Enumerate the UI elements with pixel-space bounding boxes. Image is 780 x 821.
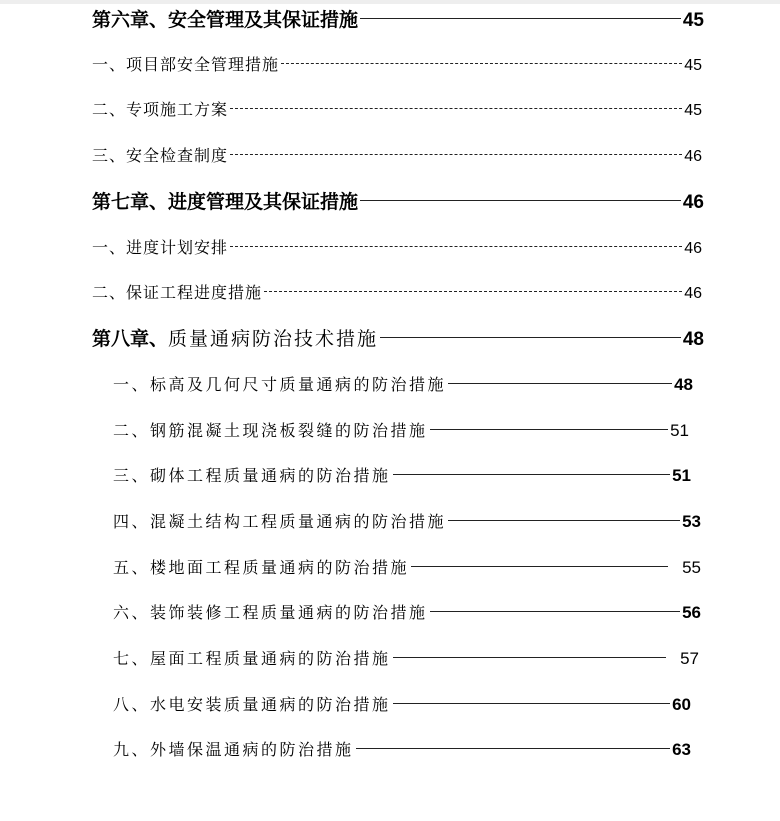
toc-entry-title: 五、楼地面工程质量通病的防治措施 (113, 558, 410, 577)
toc-section-8-8[interactable] (113, 692, 691, 715)
toc-section-8-1[interactable] (113, 372, 693, 395)
toc-entry-title: 三、砌体工程质量通病的防治措施 (113, 466, 391, 485)
toc-leader (264, 291, 682, 293)
toc-leader (281, 63, 682, 65)
toc-page-number: 51 (670, 421, 689, 440)
toc-page-number: 60 (672, 695, 691, 714)
toc-entry-title: 第七章、进度管理及其保证措施 (92, 191, 359, 213)
toc-entry-title: 九、外墙保温通病的防治措施 (113, 740, 354, 759)
toc-chapter-7[interactable] (92, 187, 704, 214)
toc-page-number: 46 (684, 285, 702, 302)
toc-page-number: 46 (682, 192, 704, 213)
toc-entry-title: 四、混凝土结构工程质量通病的防治措施 (113, 512, 447, 531)
toc-page-number: 55 (682, 558, 701, 577)
toc-leader (393, 474, 671, 476)
toc-section-8-3[interactable] (113, 463, 691, 486)
toc-leader (411, 566, 668, 568)
toc-leader (360, 18, 681, 20)
toc-leader (393, 657, 667, 659)
toc-chapter-6[interactable] (92, 5, 704, 32)
toc-section-8-7[interactable] (113, 646, 699, 669)
toc-section-6-1[interactable] (92, 52, 702, 75)
toc-page-number: 51 (672, 466, 691, 485)
toc-entry-title: 二、专项施工方案 (92, 100, 229, 119)
toc-section-7-1[interactable] (92, 235, 702, 258)
toc-section-8-5[interactable] (113, 555, 701, 578)
toc-page-number: 48 (682, 329, 704, 350)
toc-leader (230, 246, 682, 248)
toc-entry-title: 二、钢筋混凝土现浇板裂缝的防治措施 (113, 421, 428, 440)
toc-chapter-name: 质量通病防治技术措施 (168, 328, 379, 350)
toc-leader (356, 748, 671, 750)
toc-leader (448, 520, 680, 522)
toc-section-8-2[interactable] (113, 418, 689, 441)
toc-leader (380, 337, 681, 339)
toc-page-number: 63 (672, 740, 691, 759)
toc-section-7-2[interactable] (92, 280, 702, 303)
toc-entry-title: 七、屋面工程质量通病的防治措施 (113, 649, 391, 668)
toc-page-number: 53 (682, 512, 701, 531)
toc-section-8-9[interactable] (113, 737, 691, 760)
toc-chapter-number: 第八章、 (92, 328, 169, 350)
toc-leader (430, 611, 681, 613)
toc-entry-title: 第六章、安全管理及其保证措施 (92, 9, 359, 31)
toc-leader (430, 429, 669, 431)
toc-page-number: 48 (674, 375, 693, 394)
toc-page-number: 45 (684, 57, 702, 74)
toc-page-number: 46 (684, 240, 702, 257)
toc-entry-title: 一、进度计划安排 (92, 238, 229, 257)
toc-section-8-6[interactable] (113, 600, 701, 623)
toc-page-number: 57 (680, 649, 699, 668)
toc-page-number: 46 (684, 148, 702, 165)
toc-entry-title (92, 324, 378, 351)
toc-section-6-2[interactable] (92, 97, 702, 120)
toc-leader (448, 383, 672, 385)
toc-section-8-4[interactable] (113, 509, 701, 532)
toc-entry-title: 二、保证工程进度措施 (92, 283, 263, 302)
toc-leader (230, 154, 682, 156)
toc-chapter-8[interactable] (92, 324, 704, 351)
toc-leader (393, 703, 671, 705)
toc-leader (230, 108, 682, 110)
toc-entry-title: 一、项目部安全管理措施 (92, 55, 280, 74)
toc-page-number: 45 (682, 10, 704, 31)
toc-section-6-3[interactable] (92, 143, 702, 166)
toc-leader (360, 200, 681, 202)
toc-page-number: 56 (682, 603, 701, 622)
toc-entry-title: 一、标高及几何尺寸质量通病的防治措施 (113, 375, 447, 394)
toc-page-number: 45 (684, 102, 702, 119)
toc-entry-title: 三、安全检查制度 (92, 146, 229, 165)
toc-entry-title: 八、水电安装质量通病的防治措施 (113, 695, 391, 714)
toc-entry-title: 六、装饰装修工程质量通病的防治措施 (113, 603, 428, 622)
